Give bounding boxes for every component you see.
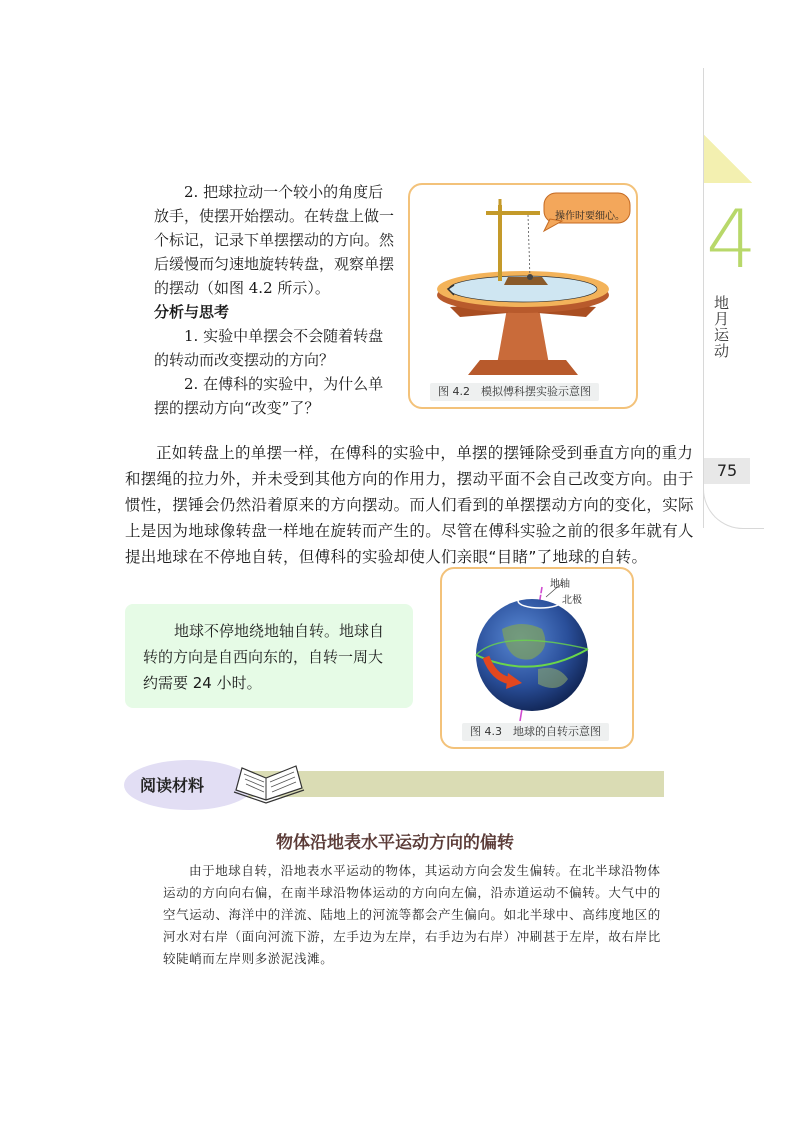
main-paragraph: 正如转盘上的单摆一样，在傅科的实验中，单摆的摆锤除受到垂直方向的重力和摆绳的拉力外，并未受到其他方向的作用力，摆动平面不会自己改变方向。由于惯性，摆锤会仍然沿着原来的方向摆动。而人们看到的单摆摆动方向的变化，实际上是因为地球像转盘一样地在旋转而产生的。尽管在傅科实验之前的很多年就有人提出地球在不停地自转，但傅科的实验却使人们亲眼“目睹”了地球的自转。 — [125, 444, 694, 566]
figure-4-3 — [440, 567, 634, 749]
figure-4-3-caption: 图 4.3 地球的自转示意图 — [462, 723, 609, 741]
summary-box — [125, 604, 413, 708]
chapter-name: 地月运动 — [712, 295, 730, 359]
chapter-number: 4 — [706, 193, 757, 286]
figure-4-2 — [408, 183, 638, 409]
analysis-heading: 分析与思考 — [154, 303, 230, 321]
question-1: 1. 实验中单摆会不会随着转盘的转动而改变摆动的方向？ — [154, 327, 384, 369]
earth-rotation-illustration — [442, 569, 632, 725]
caution-bubble-text: 操作时要细心。 — [555, 211, 625, 222]
experiment-step-2: 2. 把球拉动一个较小的角度后放手，使摆开始摆动。在转盘上做一个标记，记录下单摆摆动的方向。然后缓慢而匀速地旋转转盘，观察单摆的摆动（如图 4.2 所示）。 — [154, 183, 395, 297]
summary-text: 地球不停地绕地轴自转。地球自转的方向是自西向东的，自转一周大约需要 24 小时。 — [143, 622, 385, 692]
experiment-text — [154, 180, 394, 420]
north-pole-label: 北极 — [562, 595, 582, 606]
corner-triangle — [704, 135, 752, 183]
reading-label: 阅读材料 — [140, 776, 205, 795]
figure-4-2-caption: 图 4.2 模拟傅科摆实验示意图 — [430, 383, 599, 401]
page-number: 75 — [704, 458, 750, 484]
earth-axis-label: 地轴 — [550, 579, 570, 590]
question-2: 2. 在傅科的实验中，为什么单摆的摆动方向“改变”了？ — [154, 375, 384, 417]
reading-title: 物体沿地表水平运动方向的偏转 — [276, 833, 514, 853]
reading-text: 由于地球自转，沿地表水平运动的物体，其运动方向会发生偏转。在北半球沿物体运动的方向向右偏，在南半球沿物体运动的方向向左偏，沿赤道运动不偏转。大气中的空气运动、海洋中的洋流、陆地上的河流等都会产生偏向。如北半球中、高纬度地区的河水对右岸（面向河流下游，左手边为左岸，右手边为右岸）冲刷甚于左岸，故右岸比较陡峭而左岸则多淤泥浅滩。 — [163, 863, 661, 966]
open-book-icon — [232, 760, 306, 804]
